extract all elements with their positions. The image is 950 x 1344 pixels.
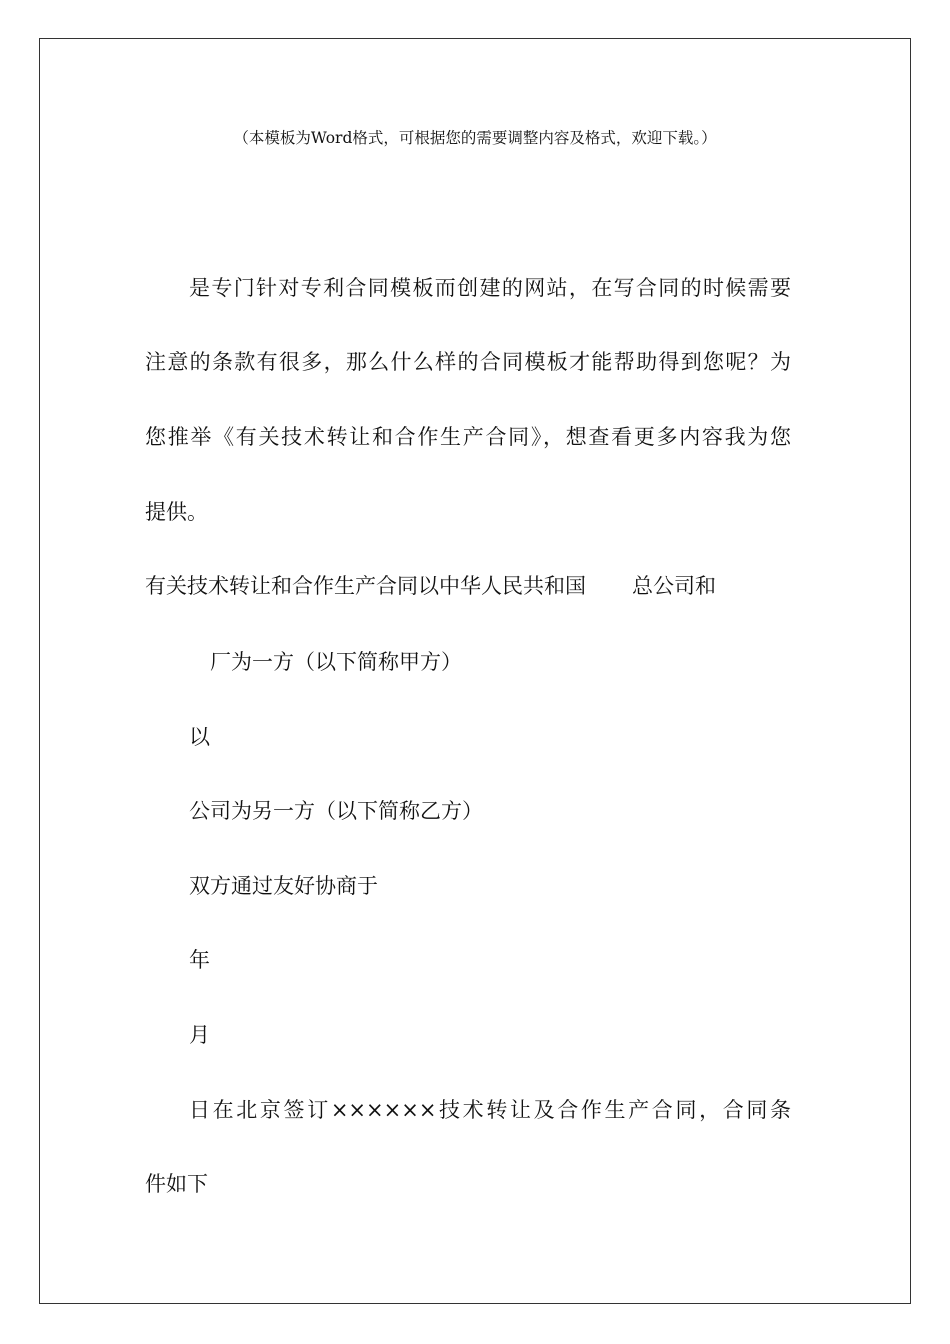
word-yi: 以: [189, 725, 210, 749]
intro-line-1: 是专门针对专利合同模板而创建的网站，在写合同的时候需要: [189, 276, 791, 300]
contract-line-part-a: 有关技术转让和合作生产合同以中华人民共和国: [145, 574, 586, 598]
signing-line-2: 件如下: [145, 1172, 208, 1196]
contract-line-part-b: 总公司和: [632, 574, 716, 598]
month-line: 月: [189, 1023, 210, 1047]
template-note: （本模板为Word格式，可根据您的需要调整内容及格式，欢迎下载。）: [233, 129, 717, 147]
year-line: 年: [189, 948, 210, 972]
intro-line-4: 提供。: [145, 500, 208, 524]
signing-line-1: 日在北京签订××××××技术转让及合作生产合同，合同条: [189, 1098, 791, 1122]
intro-line-2: 注意的条款有很多，那么什么样的合同模板才能帮助得到您呢？为: [145, 350, 791, 374]
party-b-line: 公司为另一方（以下简称乙方）: [189, 799, 483, 823]
intro-line-3: 您推举《有关技术转让和合作生产合同》，想查看更多内容我为您: [145, 425, 791, 449]
party-a-line: 厂为一方（以下简称甲方）: [210, 650, 462, 674]
contract-title-line: [145, 572, 716, 600]
negotiation-line: 双方通过友好协商于: [189, 874, 378, 898]
